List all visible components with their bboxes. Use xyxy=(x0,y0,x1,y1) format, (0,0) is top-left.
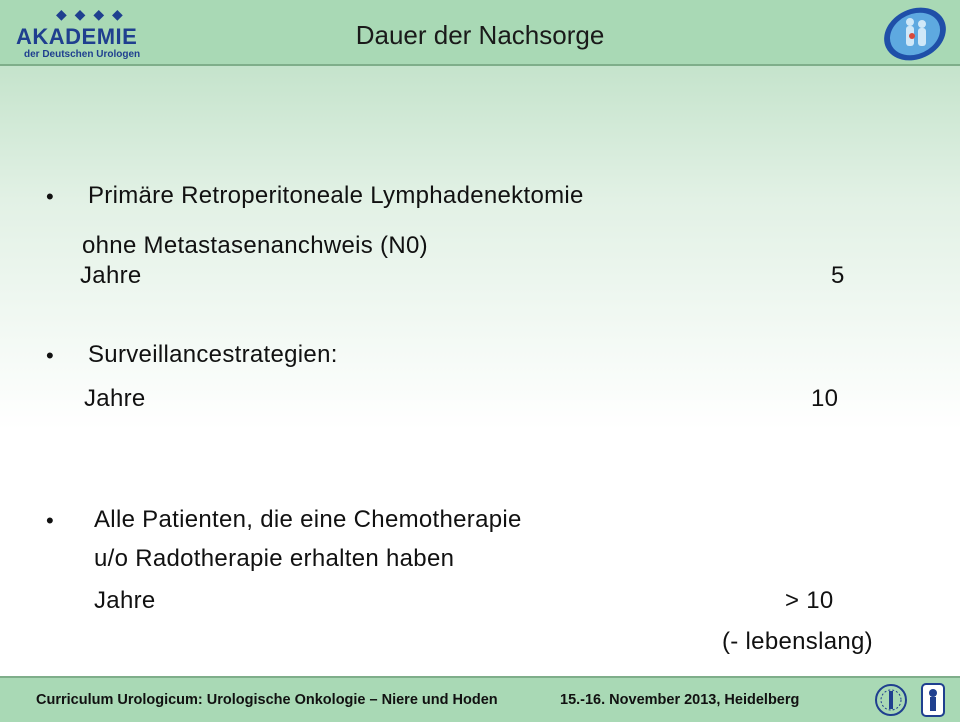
footer-course-title: Curriculum Urologicum: Urologische Onkologie – Niere und Hoden xyxy=(36,692,498,708)
item2-duration-label: Jahre xyxy=(84,385,146,412)
bullet-1: • xyxy=(46,184,54,209)
physician-emblem-icon xyxy=(916,682,950,718)
item2-line1: Surveillancestrategien: xyxy=(88,341,338,368)
item3-line2: u/o Radotherapie erhalten haben xyxy=(94,545,455,572)
society-seal-icon xyxy=(874,682,908,718)
item3-duration-label: Jahre xyxy=(94,587,156,614)
item1-duration-value: 5 xyxy=(831,262,845,289)
slide-title: Dauer der Nachsorge xyxy=(355,20,605,50)
bullet-3: • xyxy=(46,508,54,533)
bird-icons: ◆ ◆ ◆ ◆ xyxy=(56,6,125,22)
logo-subtext: der Deutschen Urologen xyxy=(24,49,141,60)
logo-text: AKADEMIE xyxy=(16,24,138,49)
footer-date-location: 15.-16. November 2013, Heidelberg xyxy=(560,692,800,708)
item3-duration-value: > 10 xyxy=(785,587,834,614)
item3-note: (- lebenslang) xyxy=(722,628,873,655)
bullet-2: • xyxy=(46,343,54,368)
item3-line1: Alle Patienten, die eine Chemotherapie xyxy=(94,506,522,533)
item1-duration-label: Jahre xyxy=(80,262,142,289)
footer-bar xyxy=(0,676,960,722)
item2-duration-value: 10 xyxy=(811,385,839,412)
item1-line2: ohne Metastasenanchweis (N0) xyxy=(82,232,428,259)
item1-line1: Primäre Retroperitoneale Lymphadenektomie xyxy=(88,182,584,209)
